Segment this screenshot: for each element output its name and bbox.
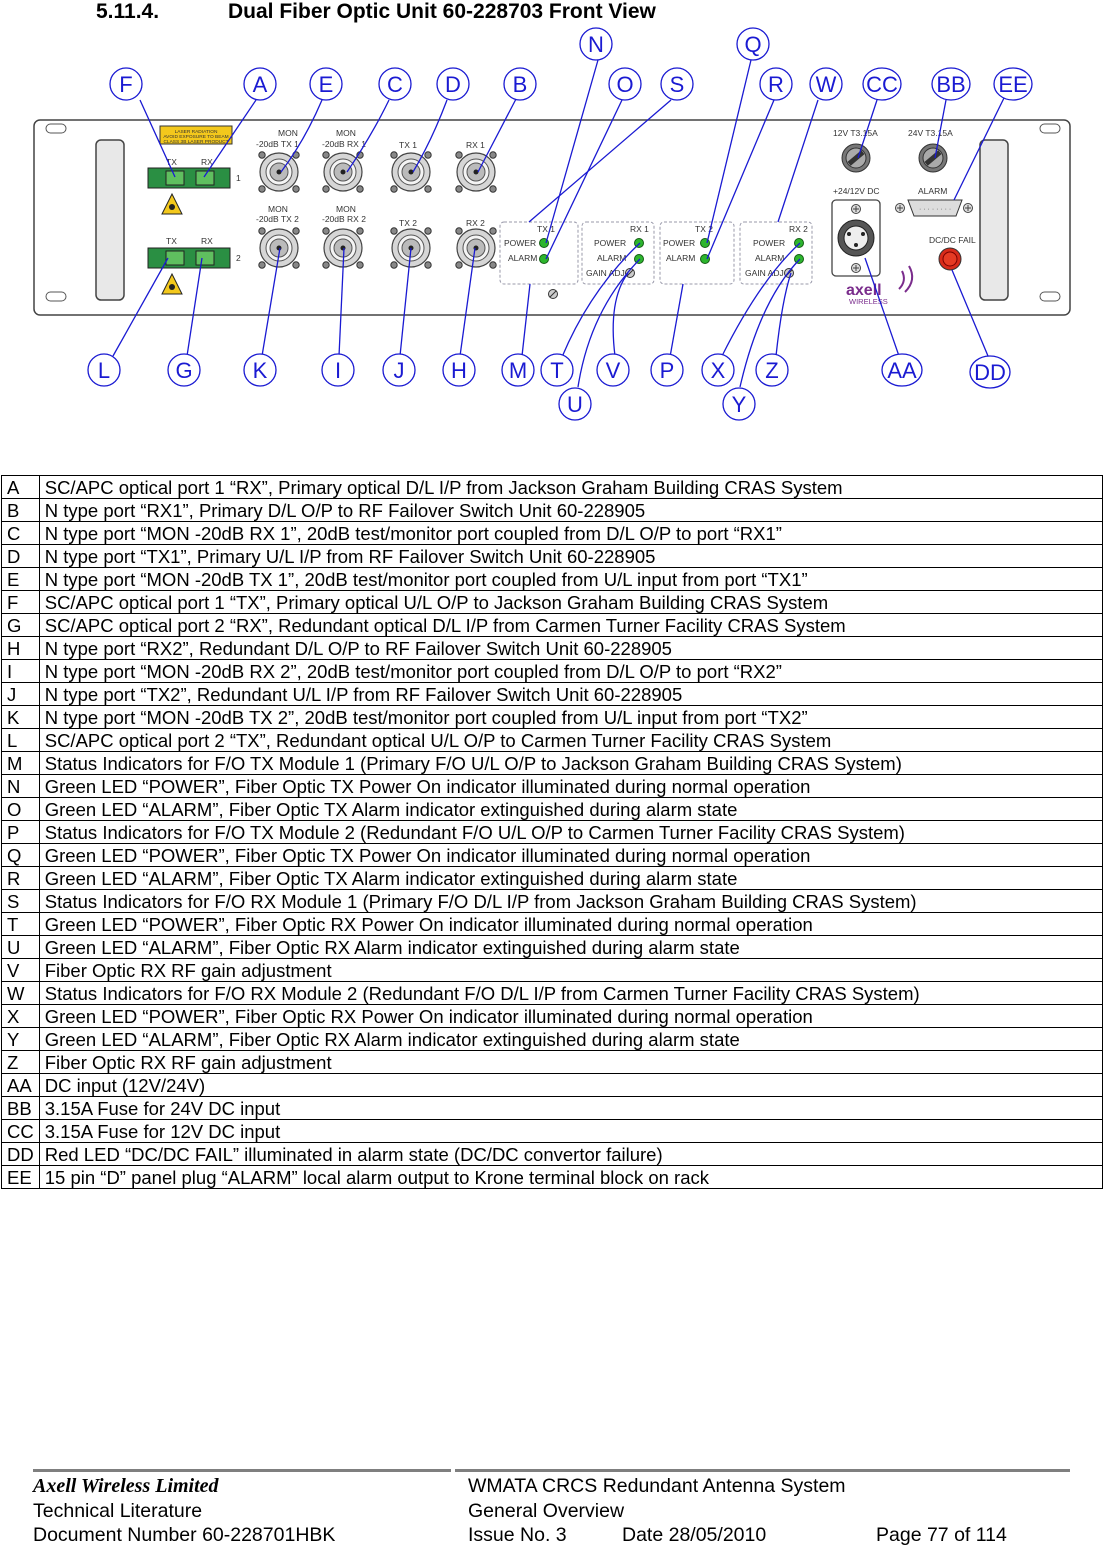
legend-key: H [2, 637, 40, 660]
legend-row [2, 867, 1103, 890]
svg-text:LASER RADIATION: LASER RADIATION [174, 130, 218, 135]
legend-description: Green LED “POWER”, Fiber Optic RX Power On indicator illuminated during normal operation [39, 1005, 1102, 1028]
sc-apc-port-2-tx[interactable] [166, 251, 184, 265]
left-handle[interactable] [96, 140, 124, 300]
callout-j: J [393, 358, 405, 383]
legend-description: N type port “MON -20dB RX 2”, 20dB test/monitor port coupled from D/L O/P to port “RX2” [39, 660, 1102, 683]
label-tx1: TX 1 [399, 140, 417, 150]
legend-description: SC/APC optical port 1 “RX”, Primary optical D/L I/P from Jackson Graham Building CRAS System [39, 476, 1102, 499]
opt-tx-label-2: TX [166, 236, 177, 246]
svg-text:POWER: POWER [753, 238, 786, 248]
brand-logo: axell [846, 282, 882, 299]
legend-key: L [2, 729, 40, 752]
callout-bb: BB [936, 72, 966, 97]
legend-description: N type port “MON -20dB TX 2”, 20dB test/monitor port coupled from U/L input from port “TX2” [39, 706, 1102, 729]
opt-row-1-num: 1 [236, 173, 241, 183]
callout-g: G [175, 358, 193, 383]
legend-key: D [2, 545, 40, 568]
legend-key: G [2, 614, 40, 637]
legend-key: X [2, 1005, 40, 1028]
legend-row [2, 1143, 1103, 1166]
svg-text:AVOID EXPOSURE TO BEAM: AVOID EXPOSURE TO BEAM [163, 135, 229, 140]
callout-i: I [334, 358, 342, 383]
svg-text:-20dB TX 1: -20dB TX 1 [256, 139, 299, 149]
legend-description: Green LED “POWER”, Fiber Optic RX Power On indicator illuminated during normal operation [39, 913, 1102, 936]
callout-m: M [508, 358, 528, 383]
label-mon-tx1: MON [278, 128, 298, 138]
alarm-connector-label: ALARM [918, 186, 948, 196]
callout-u: U [567, 392, 583, 417]
legend-key: B [2, 499, 40, 522]
legend-row [2, 913, 1103, 936]
section-title: Dual Fiber Optic Unit 60-228703 Front View [228, 0, 656, 23]
legend-description: SC/APC optical port 2 “RX”, Redundant optical D/L I/P from Carmen Turner Facility CRAS System [39, 614, 1102, 637]
callout-aa: AA [887, 358, 917, 383]
legend-key: M [2, 752, 40, 775]
fuse-12v-label: 12V T3.15A [833, 128, 878, 138]
svg-text:POWER: POWER [504, 238, 537, 248]
legend-row [2, 752, 1103, 775]
panel-body [34, 120, 1070, 315]
label-tx2: TX 2 [399, 218, 417, 228]
legend-row [2, 821, 1103, 844]
legend-key: EE [2, 1166, 40, 1189]
legend-description: 3.15A Fuse for 12V DC input [39, 1120, 1102, 1143]
svg-text:ALARM: ALARM [755, 253, 785, 263]
legend-description: N type port “TX2”, Redundant U/L I/P from RF Failover Switch Unit 60-228905 [39, 683, 1102, 706]
svg-text:GAIN ADJ: GAIN ADJ [586, 268, 625, 278]
svg-text:ALARM: ALARM [597, 253, 627, 263]
legend-row [2, 1166, 1103, 1189]
svg-text:-20dB RX 1: -20dB RX 1 [322, 139, 366, 149]
legend-key: V [2, 959, 40, 982]
callout-a: A [252, 72, 268, 97]
dc-input-label: +24/12V DC [833, 186, 880, 196]
legend-key: P [2, 821, 40, 844]
callout-d: D [445, 72, 461, 97]
svg-text:TX 1: TX 1 [537, 224, 555, 234]
legend-key: E [2, 568, 40, 591]
callout-c: C [387, 72, 403, 97]
legend-row [2, 844, 1103, 867]
legend-row [2, 637, 1103, 660]
callout-dd: DD [974, 360, 1006, 385]
legend-row [2, 936, 1103, 959]
callout-x: X [710, 358, 726, 383]
footer-project: WMATA CRCS Redundant Antenna System [468, 1475, 846, 1497]
legend-key: AA [2, 1074, 40, 1097]
optical-port-row-1 [148, 168, 230, 188]
legend-row [2, 1120, 1103, 1143]
callout-v: V [605, 358, 621, 383]
legend-row [2, 545, 1103, 568]
legend-description: N type port “MON -20dB RX 1”, 20dB test/monitor port coupled from D/L O/P to port “RX1” [39, 522, 1102, 545]
label-mon-tx2: MON [268, 204, 288, 214]
legend-description: N type port “RX1”, Primary D/L O/P to RF Failover Switch Unit 60-228905 [39, 499, 1102, 522]
legend-description: 3.15A Fuse for 24V DC input [39, 1097, 1102, 1120]
svg-text:CLASS 3B LASER PRODUCT: CLASS 3B LASER PRODUCT [163, 140, 229, 145]
footer-rule-left [33, 1469, 451, 1472]
svg-text:-20dB TX 2: -20dB TX 2 [256, 214, 299, 224]
label-rx1: RX 1 [466, 140, 485, 150]
footer-date: Date 28/05/2010 [622, 1524, 767, 1546]
legend-description: Green LED “POWER”, Fiber Optic TX Power On indicator illuminated during normal operation [39, 844, 1102, 867]
callout-q: Q [744, 32, 762, 57]
svg-text:RX 2: RX 2 [789, 224, 808, 234]
right-handle[interactable] [980, 140, 1008, 300]
legend-row [2, 499, 1103, 522]
svg-text:ALARM: ALARM [666, 253, 696, 263]
legend-key: T [2, 913, 40, 936]
legend-key: A [2, 476, 40, 499]
footer-rule-right [455, 1469, 1070, 1472]
front-view-diagram [0, 0, 1104, 440]
callout-o: O [616, 72, 634, 97]
footer-overview: General Overview [468, 1500, 625, 1522]
callout-k: K [252, 358, 268, 383]
legend-key: R [2, 867, 40, 890]
callout-t: T [550, 358, 564, 383]
legend-description: DC input (12V/24V) [39, 1074, 1102, 1097]
legend-description: Green LED “ALARM”, Fiber Optic RX Alarm indicator extinguished during alarm state [39, 1028, 1102, 1051]
fuse-24v[interactable] [919, 144, 947, 172]
legend-row [2, 1074, 1103, 1097]
legend-key: W [2, 982, 40, 1005]
legend-description: Red LED “DC/DC FAIL” illuminated in alarm state (DC/DC convertor failure) [39, 1143, 1102, 1166]
callout-e: E [318, 72, 334, 97]
legend-row [2, 660, 1103, 683]
callout-r: R [768, 72, 784, 97]
footer-company: Axell Wireless Limited [33, 1475, 219, 1497]
label-mon-rx1: MON [336, 128, 356, 138]
legend-row [2, 1097, 1103, 1120]
svg-text:RX 1: RX 1 [630, 224, 649, 234]
callout-w: W [815, 72, 837, 97]
legend-description: Status Indicators for F/O TX Module 2 (Redundant F/O U/L O/P to Carmen Turner Facility CRAS System) [39, 821, 1102, 844]
callout-s: S [669, 72, 685, 97]
callout-b: B [512, 72, 528, 97]
legend-key: C [2, 522, 40, 545]
footer-page: Page 77 of 114 [876, 1524, 1007, 1546]
svg-text:ALARM: ALARM [508, 253, 538, 263]
legend-row [2, 522, 1103, 545]
legend-row [2, 1051, 1103, 1074]
legend-row [2, 568, 1103, 591]
callout-n: N [588, 32, 604, 57]
svg-text:· · · · · · · ·: · · · · · · · · [919, 206, 952, 213]
legend-description: SC/APC optical port 2 “TX”, Redundant optical U/L O/P to Carmen Turner Facility CRAS System [39, 729, 1102, 752]
opt-rx-label-1: RX [201, 157, 213, 167]
legend-key: Y [2, 1028, 40, 1051]
sc-apc-port-1-tx[interactable] [166, 171, 184, 185]
svg-text:GAIN ADJ: GAIN ADJ [745, 268, 784, 278]
callout-h: H [451, 358, 467, 383]
legend-row [2, 1028, 1103, 1051]
legend-description: Green LED “ALARM”, Fiber Optic RX Alarm indicator extinguished during alarm state [39, 936, 1102, 959]
opt-row-2-num: 2 [236, 253, 241, 263]
sc-apc-port-2-rx[interactable] [196, 251, 214, 265]
legend-description: Green LED “ALARM”, Fiber Optic TX Alarm indicator extinguished during alarm state [39, 867, 1102, 890]
legend-row [2, 959, 1103, 982]
legend-key: CC [2, 1120, 40, 1143]
legend-row [2, 775, 1103, 798]
legend-row [2, 1005, 1103, 1028]
legend-key: O [2, 798, 40, 821]
callout-cc: CC [866, 72, 898, 97]
dcdc-fail-label: DC/DC FAIL [929, 235, 976, 245]
footer-issue: Issue No. 3 [468, 1524, 567, 1546]
callout-y: Y [731, 392, 747, 417]
legend-key: J [2, 683, 40, 706]
legend-key: S [2, 890, 40, 913]
legend-key: N [2, 775, 40, 798]
svg-text:TX 2: TX 2 [695, 224, 713, 234]
legend-row [2, 591, 1103, 614]
callout-ee: EE [998, 72, 1028, 97]
sc-apc-port-1-rx[interactable] [196, 171, 214, 185]
fuse-24v-label: 24V T3.15A [908, 128, 953, 138]
legend-description: Green LED “ALARM”, Fiber Optic TX Alarm indicator extinguished during alarm state [39, 798, 1102, 821]
legend-description: Fiber Optic RX RF gain adjustment [39, 1051, 1102, 1074]
opt-rx-label-2: RX [201, 236, 213, 246]
optical-port-row-2 [148, 248, 230, 268]
legend-row [2, 729, 1103, 752]
legend-row [2, 706, 1103, 729]
legend-row [2, 890, 1103, 913]
label-rx2: RX 2 [466, 218, 485, 228]
legend-description: N type port “MON -20dB TX 1”, 20dB test/monitor port coupled from U/L input from port “TX1” [39, 568, 1102, 591]
fuse-12v[interactable] [842, 144, 870, 172]
label-mon-rx2: MON [336, 204, 356, 214]
legend-key: K [2, 706, 40, 729]
legend-description: Green LED “POWER”, Fiber Optic TX Power On indicator illuminated during normal operation [39, 775, 1102, 798]
legend-key: U [2, 936, 40, 959]
footer-lit: Technical Literature [33, 1500, 203, 1522]
legend-description: N type port “TX1”, Primary U/L I/P from RF Failover Switch Unit 60-228905 [39, 545, 1102, 568]
legend-key: F [2, 591, 40, 614]
legend-description: SC/APC optical port 1 “TX”, Primary optical U/L O/P to Jackson Graham Building CRAS System [39, 591, 1102, 614]
brand-subtitle: WIRELESS [849, 297, 888, 306]
rx2-alarm-led [795, 255, 804, 264]
legend-table [1, 475, 1103, 1189]
svg-text:-20dB RX 2: -20dB RX 2 [322, 214, 366, 224]
footer-docnum: Document Number 60-228701HBK [33, 1524, 336, 1546]
legend-description: Status Indicators for F/O TX Module 1 (Primary F/O U/L O/P to Jackson Graham Building CRAS System) [39, 752, 1102, 775]
legend-row [2, 476, 1103, 499]
callout-z: Z [765, 358, 779, 383]
legend-description: Fiber Optic RX RF gain adjustment [39, 959, 1102, 982]
legend-row [2, 798, 1103, 821]
legend-key: DD [2, 1143, 40, 1166]
svg-text:POWER: POWER [663, 238, 696, 248]
legend-row [2, 614, 1103, 637]
legend-key: BB [2, 1097, 40, 1120]
legend-description: Status Indicators for F/O RX Module 2 (Redundant F/O D/L I/P from Carmen Turner Facility CRAS System) [39, 982, 1102, 1005]
rx1-alarm-led [635, 255, 644, 264]
svg-text:POWER: POWER [594, 238, 627, 248]
legend-description: N type port “RX2”, Redundant D/L O/P to RF Failover Switch Unit 60-228905 [39, 637, 1102, 660]
legend-row [2, 683, 1103, 706]
opt-tx-label-1: TX [166, 157, 177, 167]
legend-description: 15 pin “D” panel plug “ALARM” local alarm output to Krone terminal block on rack [39, 1166, 1102, 1189]
callout-l: L [97, 358, 111, 383]
legend-key: Q [2, 844, 40, 867]
callout-f: F [119, 72, 133, 97]
legend-description: Status Indicators for F/O RX Module 1 (Primary F/O D/L I/P from Jackson Graham Building CRAS System) [39, 890, 1102, 913]
legend-key: Z [2, 1051, 40, 1074]
legend-key: I [2, 660, 40, 683]
section-number: 5.11.4. [96, 0, 160, 23]
callout-p: P [659, 358, 675, 383]
legend-row [2, 982, 1103, 1005]
